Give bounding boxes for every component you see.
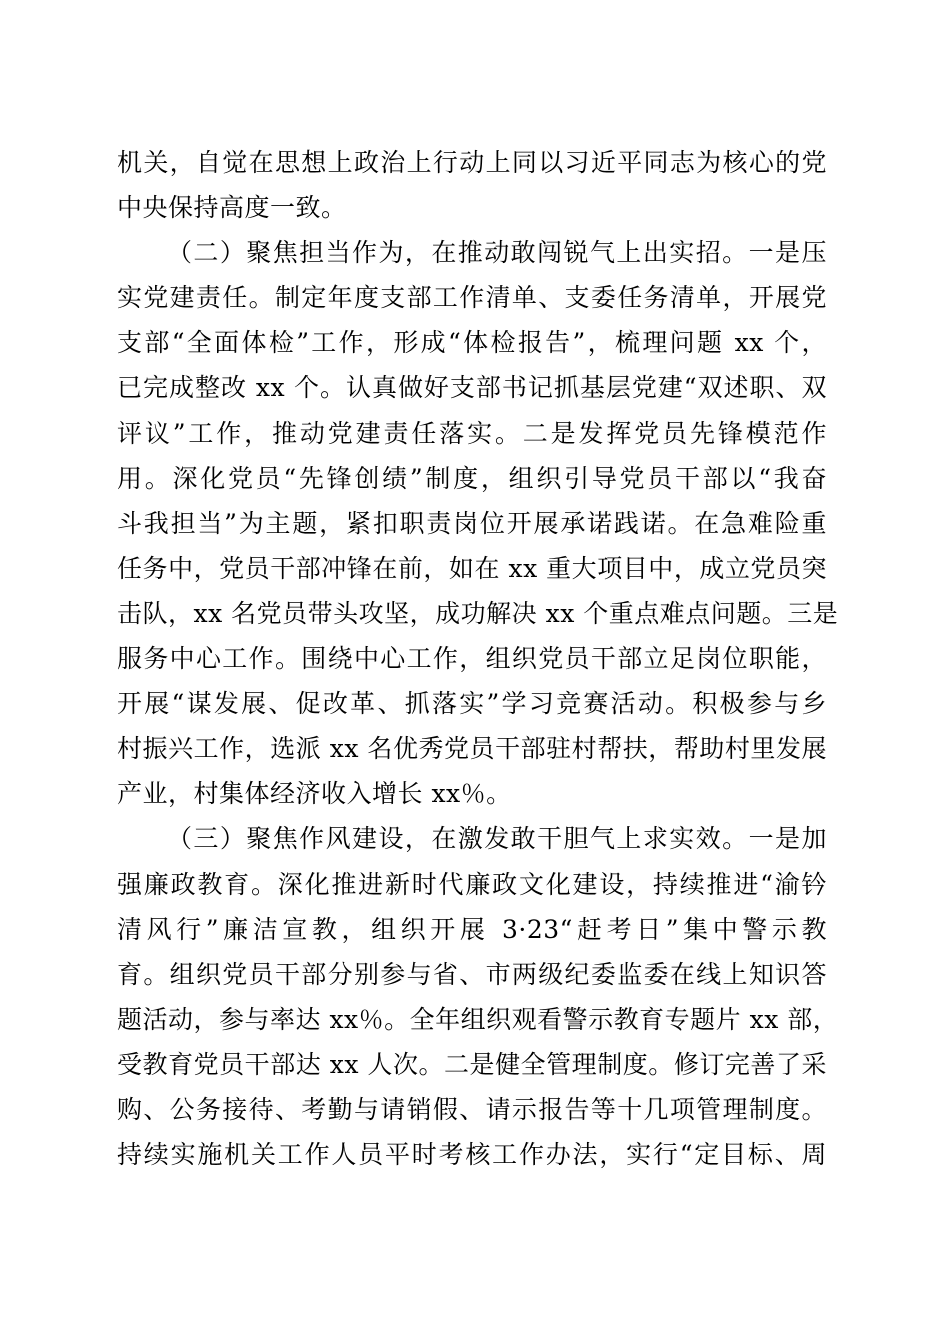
body-text (117, 140, 839, 1177)
text-line: 斗我担当”为主题，紧扣职责岗位开展承诺践诺。在急难险重 (117, 508, 827, 538)
text-line: 强廉政教育。深化推进新时代廉政文化建设，持续推进“渝钤 (117, 869, 827, 899)
text-line: 机关，自觉在思想上政治上行动上同以习近平同志为核心的党 (117, 148, 827, 177)
text-line: 中央保持高度一致。 (117, 193, 347, 223)
text-line: 击队，xx 名党员带头攻坚，成功解决 xx 个重点难点问题。三是 (117, 598, 839, 628)
text-line: 支部“全面体检”工作，形成“体检报告”，梳理问题 xx 个， (117, 328, 827, 358)
section-heading-line: （三）聚焦作风建设，在激发敢干胆气上求实效。一是加 (167, 824, 827, 854)
text-line: 村振兴工作，选派 xx 名优秀党员干部驻村帮扶，帮助村里发展 (117, 734, 827, 764)
text-line: 用。深化党员“先锋创绩”制度，组织引导党员干部以“我奋 (117, 463, 827, 493)
text-line: 服务中心工作。围绕中心工作，组织党员干部立足岗位职能， (117, 644, 827, 674)
text-line: 已完成整改 xx 个。认真做好支部书记抓基层党建“双述职、双 (117, 373, 827, 403)
section-heading-line: （二）聚焦担当作为，在推动敢闯锐气上出实招。一是压 (167, 238, 827, 268)
text-line: 购、公务接待、考勤与请销假、请示报告等十几项管理制度。 (117, 1094, 827, 1124)
text-line: 任务中，党员干部冲锋在前，如在 xx 重大项目中，成立党员突 (117, 553, 827, 583)
text-line: 持续实施机关工作人员平时考核工作办法，实行“定目标、周 (117, 1140, 827, 1170)
text-line: 题活动，参与率达 xx％。全年组织观看警示教育专题片 xx 部， (117, 1004, 839, 1034)
text-line: 开展“谋发展、促改革、抓落实”学习竞赛活动。积极参与乡 (117, 689, 827, 719)
text-line: 育。组织党员干部分别参与省、市两级纪委监委在线上知识答 (117, 959, 827, 989)
text-line: 产业，村集体经济收入增长 xx％。 (117, 779, 512, 809)
text-line: 受教育党员干部达 xx 人次。二是健全管理制度。修订完善了采 (117, 1049, 827, 1079)
text-line: 清风行”廉洁宣教，组织开展 3·23“赶考日”集中警示教 (117, 914, 827, 944)
text-line: 实党建责任。制定年度支部工作清单、支委任务清单，开展党 (117, 283, 827, 313)
text-line: 评议”工作，推动党建责任落实。二是发挥党员先锋模范作 (117, 418, 827, 448)
